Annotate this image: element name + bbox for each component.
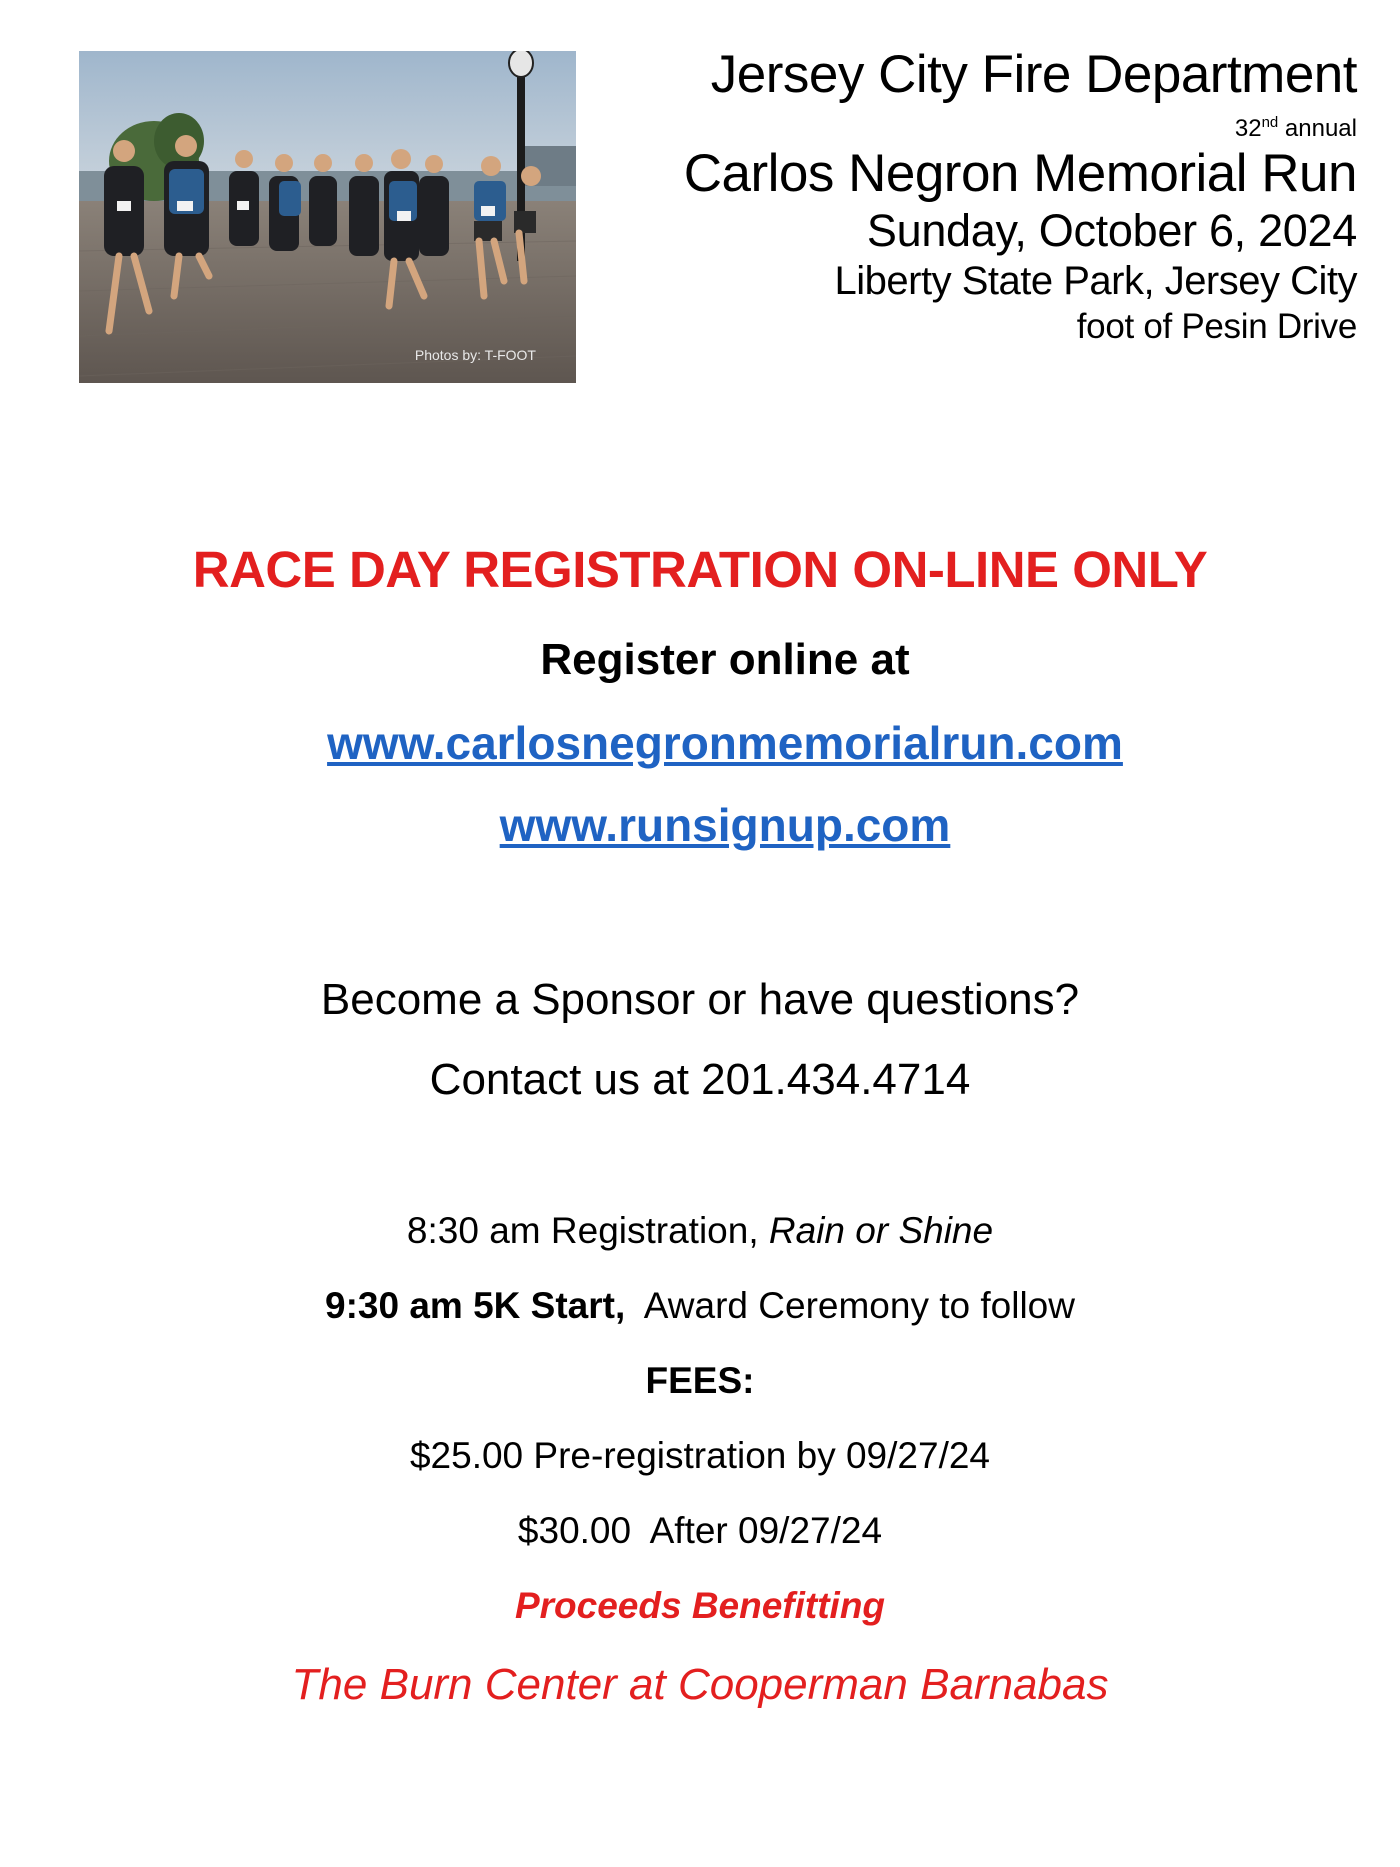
website-link-primary[interactable] xyxy=(25,716,1400,770)
registration-headline: RACE DAY REGISTRATION ON-LINE ONLY xyxy=(192,541,1208,598)
register-label: Register online at xyxy=(540,635,910,684)
start-note: Award Ceremony to follow xyxy=(625,1285,1075,1326)
event-date: Sunday, October 6, 2024 xyxy=(866,205,1357,256)
annual-ordinal: 32 xyxy=(1234,115,1262,142)
event-name: Carlos Negron Memorial Run xyxy=(683,144,1357,203)
fee-pre-registration: $25.00 Pre-registration by 09/27/24 xyxy=(409,1435,991,1476)
runners-photo xyxy=(79,51,576,383)
department-name: Jersey City Fire Department xyxy=(710,45,1357,104)
proceeds-label: Proceeds Benefitting xyxy=(514,1585,886,1626)
website-link-secondary[interactable] xyxy=(25,798,1400,852)
registration-time: 8:30 am Registration, xyxy=(406,1210,769,1251)
annual-word: annual xyxy=(1278,115,1357,142)
contact-line: Contact us at 201.434.4714 xyxy=(429,1055,971,1104)
fees-label: FEES: xyxy=(645,1360,755,1401)
website-link-secondary-text[interactable]: www.runsignup.com xyxy=(499,799,951,851)
annual-suffix: nd xyxy=(1261,114,1279,131)
runners-photo-image xyxy=(79,51,576,383)
fee-after: $30.00 After 09/27/24 xyxy=(517,1510,883,1551)
photo-credit: Photos by: T-FOOT xyxy=(414,347,536,363)
beneficiary-name: The Burn Center at Cooperman Barnabas xyxy=(291,1660,1109,1709)
sponsor-line: Become a Sponsor or have questions? xyxy=(320,975,1080,1024)
annual-edition xyxy=(597,115,1357,141)
start-time: 9:30 am 5K Start, xyxy=(325,1285,626,1326)
start-time-line xyxy=(0,1285,1400,1327)
event-location: Liberty State Park, Jersey City xyxy=(834,259,1357,303)
registration-time-line xyxy=(0,1210,1400,1252)
event-location-detail: foot of Pesin Drive xyxy=(1076,307,1357,346)
registration-note: Rain or Shine xyxy=(768,1210,994,1251)
event-header xyxy=(597,40,1357,344)
website-link-primary-text[interactable]: www.carlosnegronmemorialrun.com xyxy=(327,717,1123,769)
